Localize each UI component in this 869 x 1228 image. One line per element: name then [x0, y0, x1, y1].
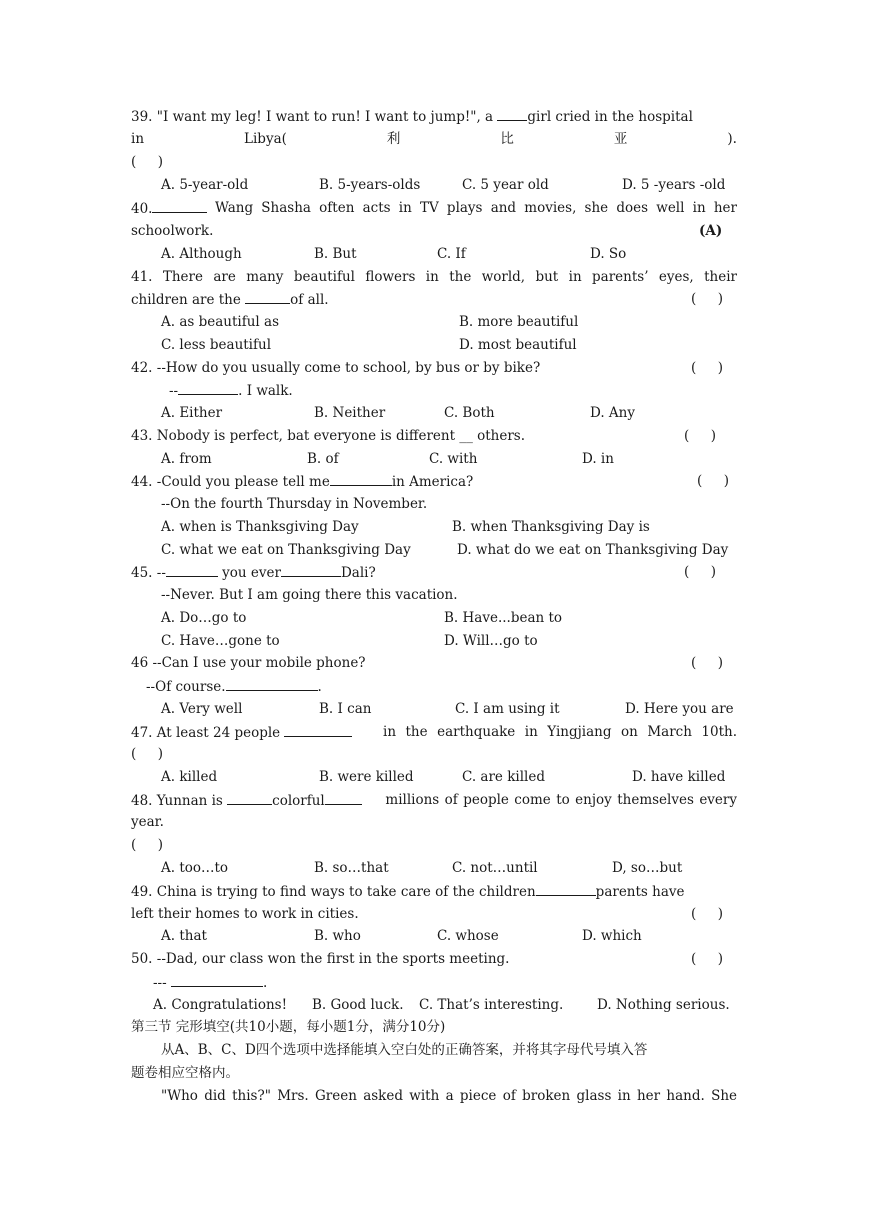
answer-parentheses: ( ): [131, 837, 163, 853]
option-d: D. Here you are: [625, 701, 734, 717]
answer-blank: [227, 791, 272, 805]
text-fragment: in: [131, 131, 145, 147]
question-48-text: millions of people come to enjoy themselves every: [380, 792, 737, 808]
text-fragment: Libya(: [244, 131, 287, 147]
option-b: B. Good luck.: [312, 997, 404, 1013]
question-41: 41. There are many beautiful flowers in the world, but in parents’ eyes, their: [131, 269, 737, 285]
answer-blank: [152, 199, 207, 213]
option-d: D. in: [582, 451, 614, 467]
option-b: B. so…that: [314, 860, 389, 876]
option-b: B. But: [314, 246, 357, 262]
answer-parentheses: ( ): [697, 473, 729, 489]
text-fragment: ).: [727, 131, 737, 147]
passage-text: "Who did this?" Mrs. Green asked with a piece of broken glass in her hand. She: [161, 1088, 737, 1104]
option-a: A. Either: [161, 405, 223, 421]
option-d: D. Any: [590, 405, 635, 421]
text-fragment: --Of course.: [146, 679, 226, 695]
question-47-text-end: in the earthquake in Yingjiang on March 10th.: [383, 724, 737, 740]
option-c: C. less beautiful: [161, 337, 272, 353]
option-a: A. as beautiful as: [161, 314, 279, 330]
text-fragment: 亚: [613, 131, 628, 147]
option-d: D. have killed: [632, 769, 726, 785]
text-fragment: .: [317, 679, 322, 695]
text-fragment: parents have: [595, 884, 685, 900]
question-43: 43. Nobody is perfect, bat everyone is different __ others.: [131, 428, 526, 444]
section-instructions-end: 题卷相应空格内。: [131, 1065, 239, 1081]
option-c: C. with: [429, 451, 478, 467]
question-44-line-2: --On the fourth Thursday in November.: [161, 496, 428, 512]
answer-parentheses: ( ): [691, 951, 723, 967]
option-a: A. 5-year-old: [161, 177, 249, 193]
option-d: D. So: [590, 246, 627, 262]
option-c: C. 5 year old: [462, 177, 549, 193]
answer-blank: [330, 472, 392, 486]
option-c: C. what we eat on Thanksgiving Day: [161, 542, 411, 558]
option-b: B. when Thanksgiving Day is: [452, 519, 650, 535]
option-a: A. that: [161, 928, 207, 944]
option-d: D. which: [582, 928, 642, 944]
question-44: [131, 472, 473, 491]
question-40-text-end: schoolwork.: [131, 223, 214, 239]
answer-blank: [284, 723, 352, 737]
question-49: [131, 882, 685, 901]
answer-blank: [536, 882, 596, 896]
option-d: D. what do we eat on Thanksgiving Day: [457, 542, 729, 558]
option-b: B. I can: [319, 701, 372, 717]
answer-parentheses: ( ): [691, 655, 723, 671]
answer-parentheses: ( ): [684, 564, 716, 580]
option-a: A. Although: [161, 246, 242, 262]
answer-parentheses: ( ): [691, 291, 723, 307]
question-number: 40.: [131, 201, 153, 217]
answer-parentheses: ( ): [131, 746, 163, 762]
option-d: D. 5 -years -old: [622, 177, 726, 193]
text-fragment: . I walk.: [238, 383, 293, 399]
question-46: 46 --Can I use your mobile phone?: [131, 655, 366, 671]
answer-blank: [245, 290, 290, 304]
option-a: A. Very well: [161, 701, 243, 717]
answer-blank: [497, 107, 527, 121]
question-50: 50. --Dad, our class won the first in the sports meeting.: [131, 951, 510, 967]
question-45: [131, 563, 376, 582]
option-b: B. who: [314, 928, 361, 944]
option-c: C. Both: [444, 405, 495, 421]
text-fragment: of all.: [290, 292, 329, 308]
option-b: B. of: [307, 451, 339, 467]
option-d: D. most beautiful: [459, 337, 577, 353]
option-a: A. Congratulations!: [153, 997, 288, 1013]
option-a: A. killed: [161, 769, 218, 785]
text-fragment: 44. -Could you please tell me: [131, 474, 330, 490]
question-39-text-end: girl cried in the hospital: [527, 109, 693, 125]
text-fragment: in America?: [391, 474, 474, 490]
question-40: [131, 199, 207, 218]
answer-blank: [226, 677, 318, 691]
text-fragment: Dali?: [340, 565, 376, 581]
text-fragment: --: [169, 383, 179, 399]
option-c: C. Have…gone to: [161, 633, 280, 649]
question-42-line-2: [169, 381, 293, 400]
section-instructions: 从A、B、C、D四个选项中选择能填入空白处的正确答案，并将其字母代号填入答: [161, 1042, 648, 1058]
text-fragment: you ever: [217, 565, 281, 581]
answer-blank: [178, 381, 238, 395]
text-fragment: 49. China is trying to find ways to take care of the children: [131, 884, 536, 900]
question-41-line-2: [131, 290, 329, 309]
option-b: B. more beautiful: [459, 314, 579, 330]
option-b: B. 5-years-olds: [319, 177, 421, 193]
question-47: [131, 723, 352, 742]
answer-blank: [171, 973, 263, 987]
option-a: A. when is Thanksgiving Day: [161, 519, 359, 535]
question-48-text-end: year.: [131, 814, 164, 830]
option-b: B. Have...bean to: [444, 610, 563, 626]
question-42: 42. --How do you usually come to school, by bus or by bike?: [131, 360, 541, 376]
question-40-text: Wang Shasha often acts in TV plays and movies, she does well in her: [215, 200, 737, 216]
question-48: [131, 791, 362, 810]
option-c: C. not…until: [452, 860, 538, 876]
question-46-line-2: [146, 677, 322, 696]
question-45-line-2: --Never. But I am going there this vacation.: [161, 587, 458, 603]
text-fragment: 48. Yunnan is: [131, 793, 228, 809]
answer-parentheses: ( ): [691, 906, 723, 922]
text-fragment: colorful: [272, 793, 325, 809]
question-39-line-2: [131, 130, 737, 148]
option-a: A. Do…go to: [161, 610, 247, 626]
answer-parentheses: ( ): [131, 154, 163, 170]
option-d: D. Will…go to: [444, 633, 538, 649]
question-50-line-2: [153, 973, 267, 992]
answer-blank: [281, 563, 341, 577]
answer-blank: [166, 563, 218, 577]
text-fragment: 47. At least 24 people: [131, 725, 285, 741]
option-c: C. are killed: [462, 769, 545, 785]
section-title: 第三节 完形填空(共10小题，每小题1分，满分10分): [131, 1019, 446, 1035]
text-fragment: 利: [386, 131, 401, 147]
option-d: D. Nothing serious.: [597, 997, 730, 1013]
text-fragment: .: [262, 975, 268, 991]
question-49-text-end: left their homes to work in cities.: [131, 906, 359, 922]
question-39: [131, 107, 693, 126]
option-a: A. too…to: [161, 860, 229, 876]
filled-answer: (A): [699, 223, 723, 239]
text-fragment: children are the: [131, 292, 246, 308]
option-b: B. Neither: [314, 405, 386, 421]
text-fragment: 45. --: [131, 565, 166, 581]
answer-parentheses: ( ): [684, 428, 716, 444]
option-d: D, so…but: [612, 860, 683, 876]
option-b: B. were killed: [319, 769, 414, 785]
text-fragment: 比: [500, 131, 514, 147]
answer-parentheses: ( ): [691, 360, 723, 376]
answer-blank: [325, 791, 362, 805]
option-a: A. from: [161, 451, 212, 467]
question-39-text: 39. "I want my leg! I want to run! I want to jump!", a: [131, 109, 498, 125]
option-c: C. That’s interesting.: [419, 997, 564, 1013]
option-c: C. I am using it: [455, 701, 560, 717]
option-c: C. If: [437, 246, 466, 262]
option-c: C. whose: [437, 928, 499, 944]
text-fragment: ---: [153, 975, 167, 991]
